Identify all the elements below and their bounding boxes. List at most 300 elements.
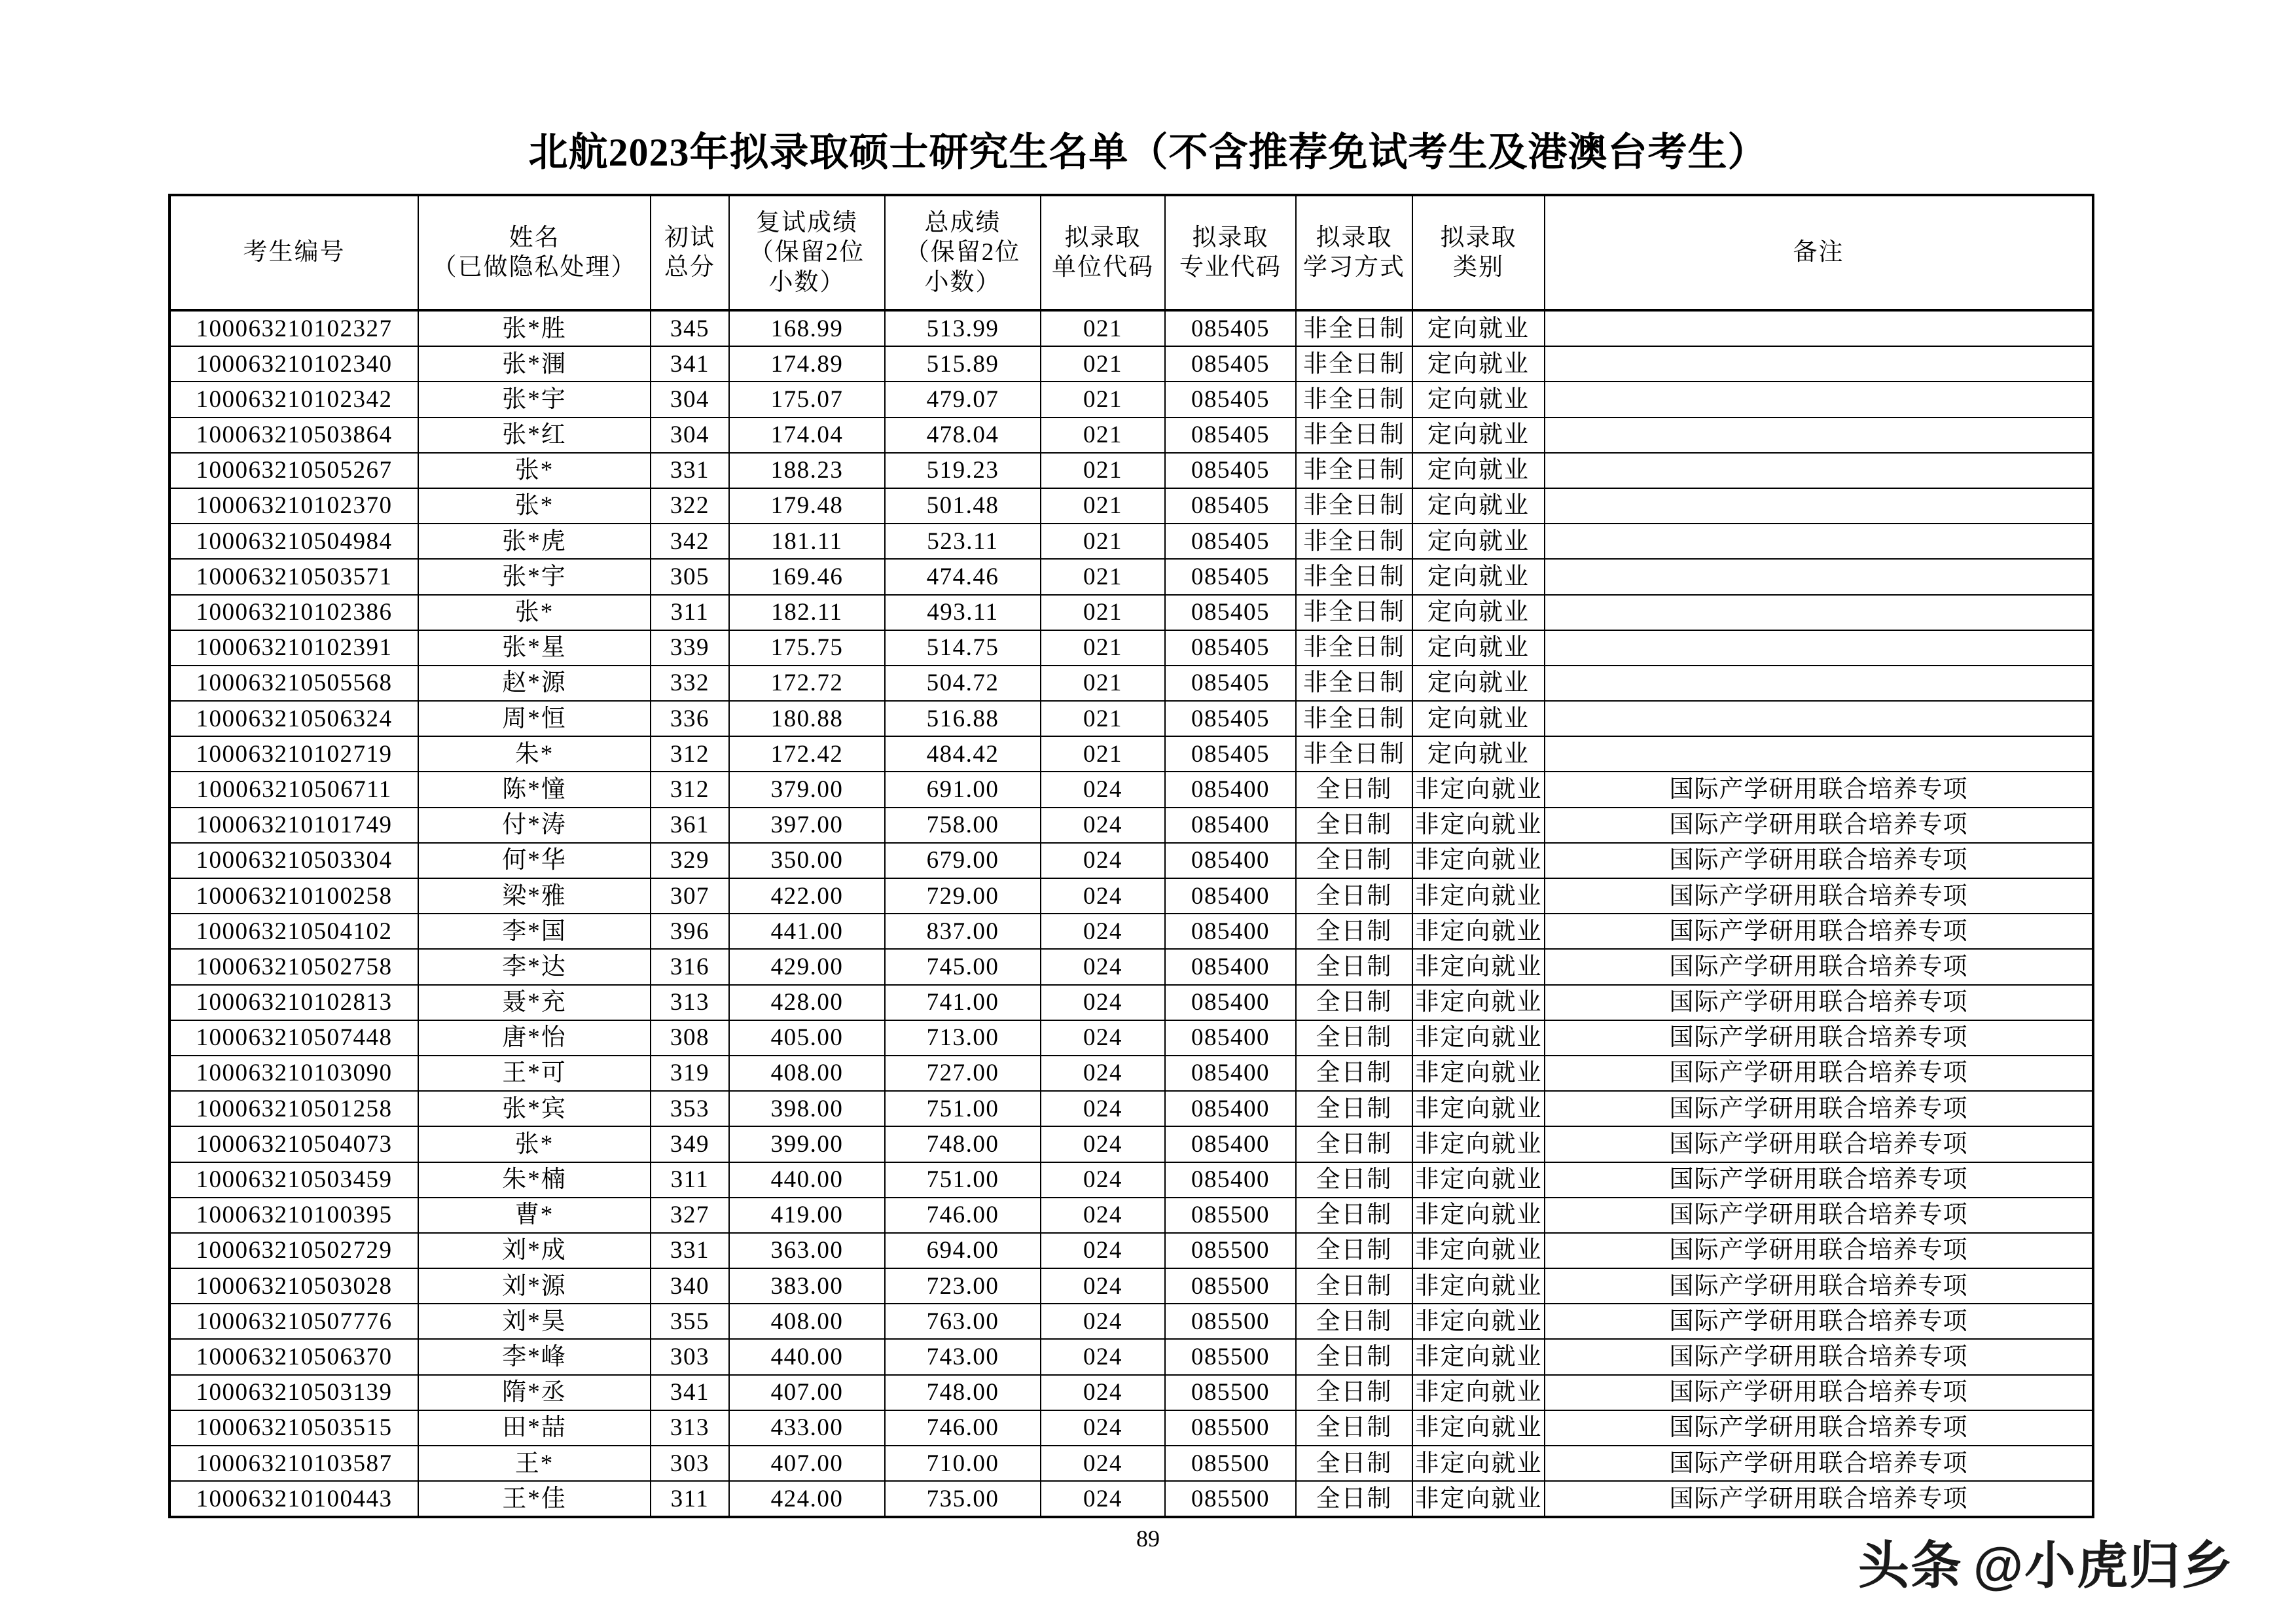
column-header-line-2: 学习方式 [1303,254,1405,281]
table-row [170,1375,2093,1410]
cell-category: 非定向就业 [1412,1339,1545,1374]
cell-name: 付*涛 [418,808,651,843]
cell-remark: 国际产学研用联合培养专项 [1545,949,2093,984]
cell-candidate-id: 100063210102391 [170,630,418,666]
cell-major-code: 085400 [1165,914,1296,949]
cell-category: 定向就业 [1412,453,1545,488]
cell-name: 李*国 [418,914,651,949]
cell-category: 非定向就业 [1412,985,1545,1020]
cell-candidate-id: 100063210102327 [170,310,418,346]
cell-unit-code: 024 [1041,1268,1165,1304]
column-header-total-score [885,195,1041,310]
table-row [170,736,2093,772]
cell-category: 非定向就业 [1412,1233,1545,1268]
cell-major-code: 085400 [1165,985,1296,1020]
cell-category: 非定向就业 [1412,1091,1545,1126]
cell-category: 定向就业 [1412,630,1545,666]
table-body [170,310,2093,1517]
cell-study-mode: 全日制 [1296,1268,1412,1304]
cell-retest-score: 175.07 [729,382,885,417]
cell-candidate-id: 100063210505568 [170,666,418,701]
cell-major-code: 085405 [1165,488,1296,524]
cell-prelim-score: 322 [651,488,729,524]
cell-study-mode: 全日制 [1296,1091,1412,1126]
cell-name: 田*喆 [418,1410,651,1446]
column-header-line-2: 专业代码 [1179,254,1282,281]
table-row [170,843,2093,878]
cell-retest-score: 383.00 [729,1268,885,1304]
cell-name: 王* [418,1446,651,1481]
cell-unit-code: 021 [1041,346,1165,382]
cell-prelim-score: 331 [651,453,729,488]
column-header-line-2: （保留2位 [905,239,1021,266]
cell-category: 非定向就业 [1412,1126,1545,1162]
cell-remark: 国际产学研用联合培养专项 [1545,1446,2093,1481]
cell-study-mode: 全日制 [1296,914,1412,949]
cell-category: 非定向就业 [1412,1375,1545,1410]
cell-name: 张* [418,453,651,488]
cell-prelim-score: 303 [651,1446,729,1481]
cell-major-code: 085400 [1165,772,1296,807]
table-row [170,1198,2093,1233]
table-row [170,701,2093,736]
cell-retest-score: 399.00 [729,1126,885,1162]
cell-total-score: 727.00 [885,1056,1041,1091]
cell-total-score: 746.00 [885,1410,1041,1446]
cell-name: 张*星 [418,630,651,666]
cell-remark: 国际产学研用联合培养专项 [1545,985,2093,1020]
table-header [170,195,2093,310]
column-header-line-1: 姓名 [509,224,560,251]
cell-total-score: 679.00 [885,843,1041,878]
column-header-line-1: 复试成绩 [756,209,858,237]
cell-study-mode: 非全日制 [1296,595,1412,630]
cell-study-mode: 全日制 [1296,985,1412,1020]
cell-prelim-score: 329 [651,843,729,878]
cell-unit-code: 024 [1041,914,1165,949]
table-row [170,1233,2093,1268]
cell-total-score: 748.00 [885,1126,1041,1162]
cell-total-score: 478.04 [885,418,1041,453]
cell-category: 非定向就业 [1412,843,1545,878]
cell-name: 王*可 [418,1056,651,1091]
cell-retest-score: 397.00 [729,808,885,843]
cell-total-score: 484.42 [885,736,1041,772]
cell-total-score: 758.00 [885,808,1041,843]
cell-remark: 国际产学研用联合培养专项 [1545,808,2093,843]
cell-unit-code: 021 [1041,630,1165,666]
cell-major-code: 085500 [1165,1304,1296,1339]
cell-major-code: 085405 [1165,524,1296,559]
cell-retest-score: 422.00 [729,878,885,914]
cell-category: 非定向就业 [1412,1446,1545,1481]
cell-prelim-score: 308 [651,1020,729,1056]
cell-remark: 国际产学研用联合培养专项 [1545,1056,2093,1091]
cell-candidate-id: 100063210100395 [170,1198,418,1233]
cell-retest-score: 405.00 [729,1020,885,1056]
cell-remark: 国际产学研用联合培养专项 [1545,1268,2093,1304]
cell-retest-score: 182.11 [729,595,885,630]
cell-total-score: 763.00 [885,1304,1041,1339]
column-header-candidate-id [170,195,418,310]
cell-name: 聂*充 [418,985,651,1020]
column-header-line-1: 拟录取 [1064,224,1141,251]
column-header-line-2: （已做隐私处理） [432,254,637,281]
cell-category: 定向就业 [1412,346,1545,382]
cell-total-score: 474.46 [885,559,1041,594]
cell-unit-code: 021 [1041,488,1165,524]
cell-candidate-id: 100063210102813 [170,985,418,1020]
cell-major-code: 085405 [1165,310,1296,346]
cell-retest-score: 172.42 [729,736,885,772]
cell-major-code: 085500 [1165,1198,1296,1233]
cell-total-score: 691.00 [885,772,1041,807]
cell-major-code: 085400 [1165,949,1296,984]
cell-retest-score: 398.00 [729,1091,885,1126]
cell-retest-score: 440.00 [729,1339,885,1374]
cell-category: 非定向就业 [1412,1410,1545,1446]
cell-category: 非定向就业 [1412,1268,1545,1304]
table-row [170,453,2093,488]
cell-remark [1545,382,2093,417]
cell-retest-score: 407.00 [729,1375,885,1410]
cell-prelim-score: 303 [651,1339,729,1374]
cell-category: 定向就业 [1412,595,1545,630]
page-title: 北航2023年拟录取硕士研究生名单（不含推荐免试考生及港澳台考生） [528,131,1768,174]
cell-major-code: 085405 [1165,736,1296,772]
table-row [170,1020,2093,1056]
cell-major-code: 085405 [1165,346,1296,382]
table-row [170,418,2093,453]
cell-total-score: 746.00 [885,1198,1041,1233]
cell-prelim-score: 349 [651,1126,729,1162]
cell-unit-code: 024 [1041,1020,1165,1056]
cell-prelim-score: 340 [651,1268,729,1304]
cell-remark [1545,630,2093,666]
cell-category: 非定向就业 [1412,772,1545,807]
cell-candidate-id: 100063210503864 [170,418,418,453]
cell-study-mode: 非全日制 [1296,382,1412,417]
cell-retest-score: 407.00 [729,1446,885,1481]
cell-remark: 国际产学研用联合培养专项 [1545,914,2093,949]
cell-name: 刘*源 [418,1268,651,1304]
cell-remark [1545,701,2093,736]
cell-category: 定向就业 [1412,736,1545,772]
cell-total-score: 514.75 [885,630,1041,666]
cell-retest-score: 350.00 [729,843,885,878]
cell-remark: 国际产学研用联合培养专项 [1545,843,2093,878]
table-row [170,310,2093,346]
cell-major-code: 085500 [1165,1233,1296,1268]
cell-remark: 国际产学研用联合培养专项 [1545,1091,2093,1126]
cell-major-code: 085400 [1165,808,1296,843]
cell-name: 何*华 [418,843,651,878]
cell-major-code: 085500 [1165,1268,1296,1304]
cell-category: 定向就业 [1412,559,1545,594]
column-header-line-2: 单位代码 [1052,254,1154,281]
cell-study-mode: 非全日制 [1296,418,1412,453]
cell-candidate-id: 100063210506711 [170,772,418,807]
cell-candidate-id: 100063210503571 [170,559,418,594]
cell-study-mode: 非全日制 [1296,736,1412,772]
column-header-line-3: 小数） [768,268,846,296]
cell-study-mode: 全日制 [1296,808,1412,843]
column-header-unit-code [1041,195,1165,310]
cell-retest-score: 188.23 [729,453,885,488]
column-header-retest-score [729,195,885,310]
cell-major-code: 085405 [1165,453,1296,488]
cell-candidate-id: 100063210501258 [170,1091,418,1126]
table-row [170,346,2093,382]
cell-study-mode: 非全日制 [1296,701,1412,736]
watermark-handle: @小虎归乡 [1973,1537,2234,1594]
cell-unit-code: 024 [1041,1198,1165,1233]
cell-candidate-id: 100063210102340 [170,346,418,382]
cell-total-score: 501.48 [885,488,1041,524]
cell-category: 非定向就业 [1412,1198,1545,1233]
cell-major-code: 085400 [1165,843,1296,878]
table-header-row [170,195,2093,310]
cell-remark [1545,559,2093,594]
cell-total-score: 504.72 [885,666,1041,701]
table-row [170,1446,2093,1481]
cell-retest-score: 424.00 [729,1481,885,1517]
cell-study-mode: 非全日制 [1296,310,1412,346]
cell-prelim-score: 327 [651,1198,729,1233]
watermark [1858,1525,2234,1598]
cell-prelim-score: 341 [651,346,729,382]
table-row [170,1056,2093,1091]
cell-study-mode: 全日制 [1296,1198,1412,1233]
cell-study-mode: 全日制 [1296,1410,1412,1446]
table-row [170,630,2093,666]
cell-major-code: 085400 [1165,1091,1296,1126]
cell-name: 李*达 [418,949,651,984]
cell-unit-code: 024 [1041,1056,1165,1091]
cell-remark [1545,666,2093,701]
cell-retest-score: 428.00 [729,985,885,1020]
cell-prelim-score: 311 [651,1481,729,1517]
cell-total-score: 751.00 [885,1091,1041,1126]
cell-study-mode: 全日制 [1296,1056,1412,1091]
cell-candidate-id: 100063210102370 [170,488,418,524]
table-row [170,949,2093,984]
cell-name: 曹* [418,1198,651,1233]
cell-category: 非定向就业 [1412,949,1545,984]
cell-study-mode: 全日制 [1296,949,1412,984]
cell-total-score: 493.11 [885,595,1041,630]
cell-retest-score: 179.48 [729,488,885,524]
cell-unit-code: 021 [1041,736,1165,772]
cell-name: 张*涠 [418,346,651,382]
cell-remark: 国际产学研用联合培养专项 [1545,1410,2093,1446]
table-row [170,524,2093,559]
cell-study-mode: 全日制 [1296,1446,1412,1481]
cell-prelim-score: 341 [651,1375,729,1410]
table-row [170,1481,2093,1517]
cell-unit-code: 024 [1041,1091,1165,1126]
cell-prelim-score: 313 [651,985,729,1020]
cell-total-score: 723.00 [885,1268,1041,1304]
cell-retest-score: 363.00 [729,1233,885,1268]
cell-major-code: 085405 [1165,630,1296,666]
cell-major-code: 085405 [1165,701,1296,736]
table-row [170,595,2093,630]
admission-roster-table [168,194,2094,1518]
cell-total-score: 741.00 [885,985,1041,1020]
column-header-study-mode [1296,195,1412,310]
cell-candidate-id: 100063210103090 [170,1056,418,1091]
cell-candidate-id: 100063210503139 [170,1375,418,1410]
cell-name: 赵*源 [418,666,651,701]
cell-major-code: 085400 [1165,1020,1296,1056]
cell-category: 非定向就业 [1412,1020,1545,1056]
cell-study-mode: 全日制 [1296,1020,1412,1056]
cell-prelim-score: 304 [651,382,729,417]
cell-major-code: 085400 [1165,1126,1296,1162]
cell-unit-code: 024 [1041,1410,1165,1446]
cell-study-mode: 全日制 [1296,1126,1412,1162]
cell-retest-score: 180.88 [729,701,885,736]
cell-unit-code: 024 [1041,1481,1165,1517]
cell-retest-score: 408.00 [729,1056,885,1091]
cell-category: 定向就业 [1412,666,1545,701]
cell-unit-code: 024 [1041,985,1165,1020]
cell-category: 定向就业 [1412,382,1545,417]
table-row [170,1162,2093,1198]
cell-total-score: 743.00 [885,1339,1041,1374]
cell-remark [1545,418,2093,453]
cell-category: 定向就业 [1412,418,1545,453]
cell-name: 梁*雅 [418,878,651,914]
cell-remark: 国际产学研用联合培养专项 [1545,1162,2093,1198]
table-row [170,1126,2093,1162]
cell-name: 朱*楠 [418,1162,651,1198]
cell-category: 非定向就业 [1412,808,1545,843]
cell-study-mode: 全日制 [1296,1339,1412,1374]
cell-prelim-score: 305 [651,559,729,594]
cell-study-mode: 非全日制 [1296,630,1412,666]
cell-study-mode: 非全日制 [1296,559,1412,594]
cell-prelim-score: 396 [651,914,729,949]
cell-candidate-id: 100063210503459 [170,1162,418,1198]
cell-unit-code: 024 [1041,1162,1165,1198]
cell-unit-code: 021 [1041,595,1165,630]
table-row [170,1339,2093,1374]
cell-prelim-score: 312 [651,736,729,772]
cell-study-mode: 非全日制 [1296,666,1412,701]
cell-retest-score: 441.00 [729,914,885,949]
cell-candidate-id: 100063210503028 [170,1268,418,1304]
cell-candidate-id: 100063210507776 [170,1304,418,1339]
cell-total-score: 735.00 [885,1481,1041,1517]
cell-prelim-score: 311 [651,595,729,630]
cell-unit-code: 024 [1041,949,1165,984]
cell-remark: 国际产学研用联合培养专项 [1545,1339,2093,1374]
column-header-line-2: （保留2位 [749,239,865,266]
table-row [170,1091,2093,1126]
cell-study-mode: 全日制 [1296,1375,1412,1410]
table-row [170,772,2093,807]
watermark-brand: 头条 [1857,1537,1963,1594]
cell-major-code: 085405 [1165,382,1296,417]
cell-unit-code: 024 [1041,1446,1165,1481]
cell-unit-code: 024 [1041,808,1165,843]
cell-candidate-id: 100063210507448 [170,1020,418,1056]
cell-total-score: 515.89 [885,346,1041,382]
cell-name: 唐*怡 [418,1020,651,1056]
cell-study-mode: 非全日制 [1296,488,1412,524]
cell-unit-code: 021 [1041,559,1165,594]
cell-candidate-id: 100063210505267 [170,453,418,488]
cell-retest-score: 181.11 [729,524,885,559]
cell-name: 张*宾 [418,1091,651,1126]
column-header-line-3: 小数） [924,268,1001,296]
cell-retest-score: 174.89 [729,346,885,382]
cell-total-score: 748.00 [885,1375,1041,1410]
cell-major-code: 085400 [1165,878,1296,914]
cell-remark: 国际产学研用联合培养专项 [1545,1304,2093,1339]
cell-retest-score: 419.00 [729,1198,885,1233]
page-number: 89 [1136,1525,1160,1552]
cell-major-code: 085400 [1165,1162,1296,1198]
cell-name: 刘*成 [418,1233,651,1268]
table-row [170,985,2093,1020]
cell-remark [1545,310,2093,346]
cell-remark [1545,488,2093,524]
cell-name: 陈*憧 [418,772,651,807]
cell-unit-code: 021 [1041,453,1165,488]
cell-remark: 国际产学研用联合培养专项 [1545,772,2093,807]
cell-unit-code: 021 [1041,310,1165,346]
cell-category: 非定向就业 [1412,914,1545,949]
cell-major-code: 085500 [1165,1339,1296,1374]
column-header-line-2: 总分 [664,254,715,281]
cell-retest-score: 440.00 [729,1162,885,1198]
cell-prelim-score: 332 [651,666,729,701]
cell-unit-code: 024 [1041,1304,1165,1339]
cell-candidate-id: 100063210503515 [170,1410,418,1446]
cell-study-mode: 全日制 [1296,1233,1412,1268]
cell-name: 周*恒 [418,701,651,736]
cell-unit-code: 021 [1041,666,1165,701]
cell-total-score: 523.11 [885,524,1041,559]
cell-remark: 国际产学研用联合培养专项 [1545,1481,2093,1517]
cell-retest-score: 429.00 [729,949,885,984]
cell-prelim-score: 319 [651,1056,729,1091]
cell-total-score: 479.07 [885,382,1041,417]
cell-candidate-id: 100063210506370 [170,1339,418,1374]
cell-category: 非定向就业 [1412,878,1545,914]
cell-name: 李*峰 [418,1339,651,1374]
cell-candidate-id: 100063210502729 [170,1233,418,1268]
cell-total-score: 516.88 [885,701,1041,736]
cell-major-code: 085405 [1165,418,1296,453]
cell-category: 非定向就业 [1412,1304,1545,1339]
cell-name: 王*佳 [418,1481,651,1517]
cell-remark: 国际产学研用联合培养专项 [1545,1126,2093,1162]
cell-name: 张*虎 [418,524,651,559]
cell-study-mode: 非全日制 [1296,453,1412,488]
table-row [170,1410,2093,1446]
cell-total-score: 729.00 [885,878,1041,914]
cell-candidate-id: 100063210502758 [170,949,418,984]
cell-retest-score: 379.00 [729,772,885,807]
cell-candidate-id: 100063210506324 [170,701,418,736]
cell-unit-code: 021 [1041,524,1165,559]
cell-unit-code: 024 [1041,772,1165,807]
cell-category: 定向就业 [1412,488,1545,524]
